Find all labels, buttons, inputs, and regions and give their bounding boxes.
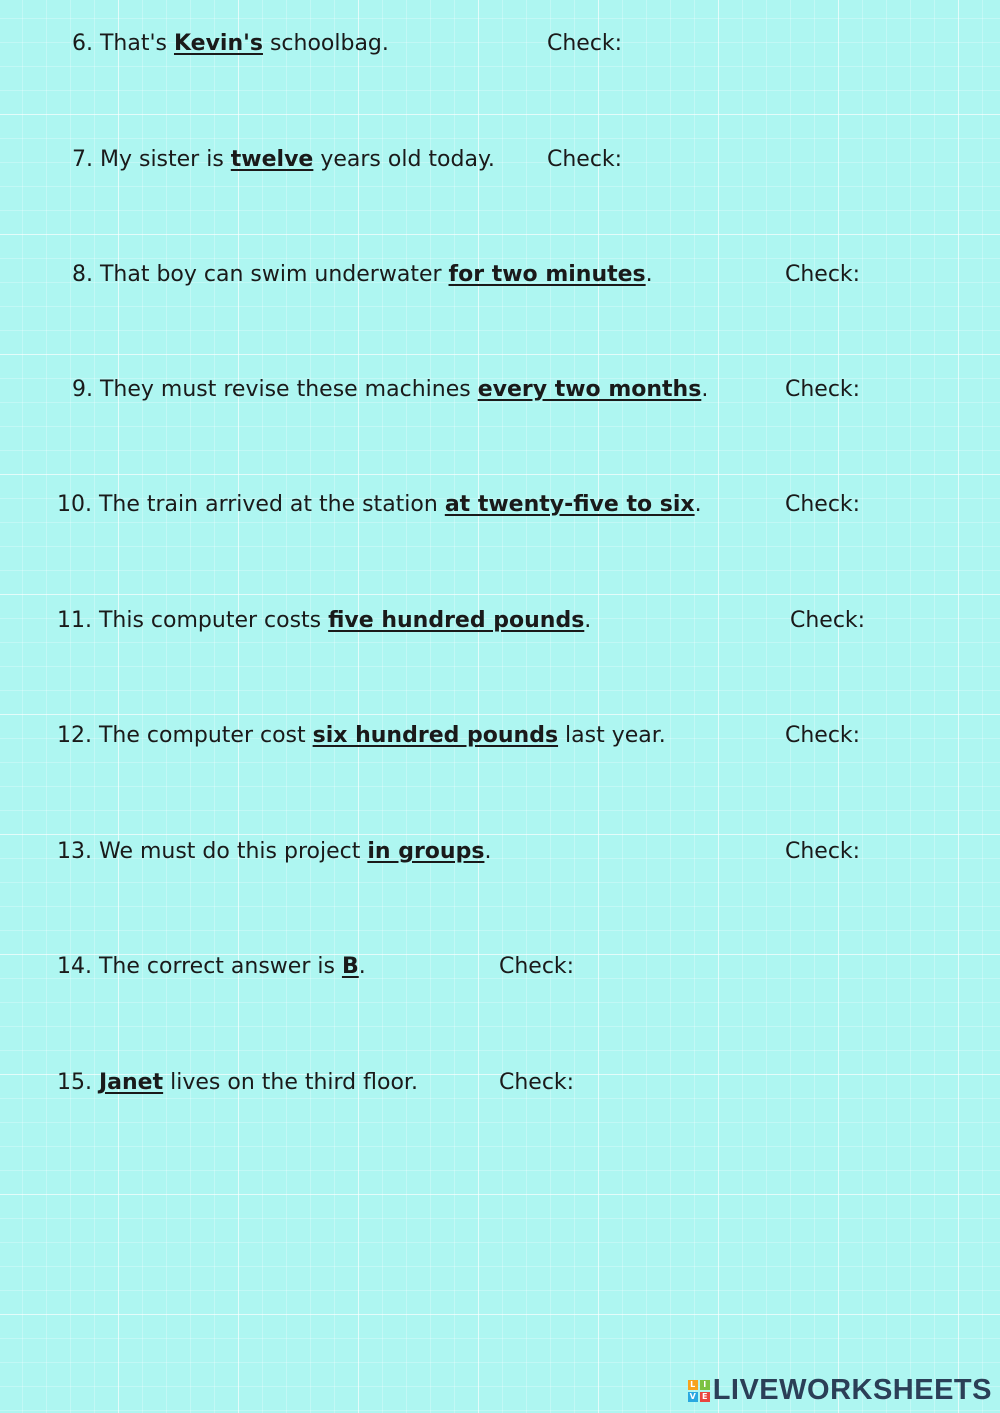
- logo-mark-letter: V: [689, 1391, 696, 1401]
- check-label-11: Check:: [790, 608, 866, 633]
- question-9: [72, 375, 708, 405]
- question-text: 12. The computer cost: [57, 723, 313, 748]
- question-7: [72, 145, 495, 175]
- underlined-answer: every two months: [477, 377, 702, 402]
- question-text: 10. The train arrived at the station: [57, 492, 445, 517]
- question-text: .: [484, 839, 492, 864]
- question-13: [57, 837, 491, 867]
- check-input-10[interactable]: [866, 490, 986, 520]
- question-text: .: [701, 377, 709, 402]
- question-12: [57, 721, 666, 751]
- question-text: 9. They must revise these machines: [72, 377, 478, 402]
- question-15: [57, 1068, 418, 1098]
- underlined-answer: six hundred pounds: [312, 723, 559, 748]
- check-input-15[interactable]: [582, 1068, 712, 1098]
- underlined-answer: five hundred pounds: [328, 608, 585, 633]
- question-text: 15.: [57, 1070, 99, 1095]
- underlined-answer: Kevin's: [173, 31, 263, 56]
- question-text: 11. This computer costs: [57, 608, 329, 633]
- liveworksheets-logo[interactable]: [688, 1374, 992, 1407]
- check-label-9: Check:: [785, 377, 861, 402]
- question-text: lives on the third floor.: [163, 1070, 418, 1095]
- check-label-13: Check:: [785, 839, 861, 864]
- question-text: .: [358, 954, 366, 979]
- logo-mark-letter: I: [700, 1380, 710, 1390]
- underlined-answer: twelve: [230, 147, 314, 172]
- check-label-10: Check:: [785, 492, 861, 517]
- check-input-13[interactable]: [866, 837, 986, 867]
- check-label-6: Check:: [547, 31, 623, 56]
- check-input-12[interactable]: [866, 721, 986, 751]
- check-label-14: Check:: [499, 954, 575, 979]
- question-text: .: [645, 262, 653, 287]
- check-label-8: Check:: [785, 262, 861, 287]
- underlined-answer: at twenty-five to six: [444, 492, 695, 517]
- question-text: schoolbag.: [262, 31, 389, 56]
- underlined-answer: Janet: [98, 1070, 164, 1095]
- question-10: [57, 490, 702, 520]
- question-6: [72, 29, 389, 59]
- check-input-6[interactable]: [630, 29, 760, 59]
- underlined-answer: for two minutes: [448, 262, 646, 287]
- underlined-answer: B: [341, 954, 359, 979]
- check-input-7[interactable]: [630, 145, 760, 175]
- question-text: 7. My sister is: [72, 147, 231, 172]
- question-11: [57, 606, 591, 636]
- check-label-12: Check:: [785, 723, 861, 748]
- logo-mark-letter: E: [700, 1392, 710, 1402]
- check-input-11[interactable]: [870, 606, 988, 636]
- question-text: 8. That boy can swim underwater: [72, 262, 449, 287]
- question-text: 14. The correct answer is: [57, 954, 342, 979]
- question-text: .: [584, 608, 592, 633]
- question-text: 6. That's: [72, 31, 174, 56]
- logo-mark-letter: L: [688, 1380, 698, 1390]
- question-14: [57, 952, 366, 982]
- check-input-8[interactable]: [866, 260, 986, 290]
- question-8: [72, 260, 653, 290]
- check-label-7: Check:: [547, 147, 623, 172]
- question-text: 13. We must do this project: [57, 839, 368, 864]
- logo-text: LIVEWORKSHEETS: [712, 1374, 992, 1406]
- logo-mark-icon: [688, 1380, 710, 1402]
- question-text: .: [694, 492, 702, 517]
- question-text: years old today.: [313, 147, 495, 172]
- question-text: last year.: [558, 723, 666, 748]
- check-input-9[interactable]: [866, 375, 986, 405]
- check-label-15: Check:: [499, 1070, 575, 1095]
- underlined-answer: in groups: [367, 839, 485, 864]
- check-input-14[interactable]: [582, 952, 712, 982]
